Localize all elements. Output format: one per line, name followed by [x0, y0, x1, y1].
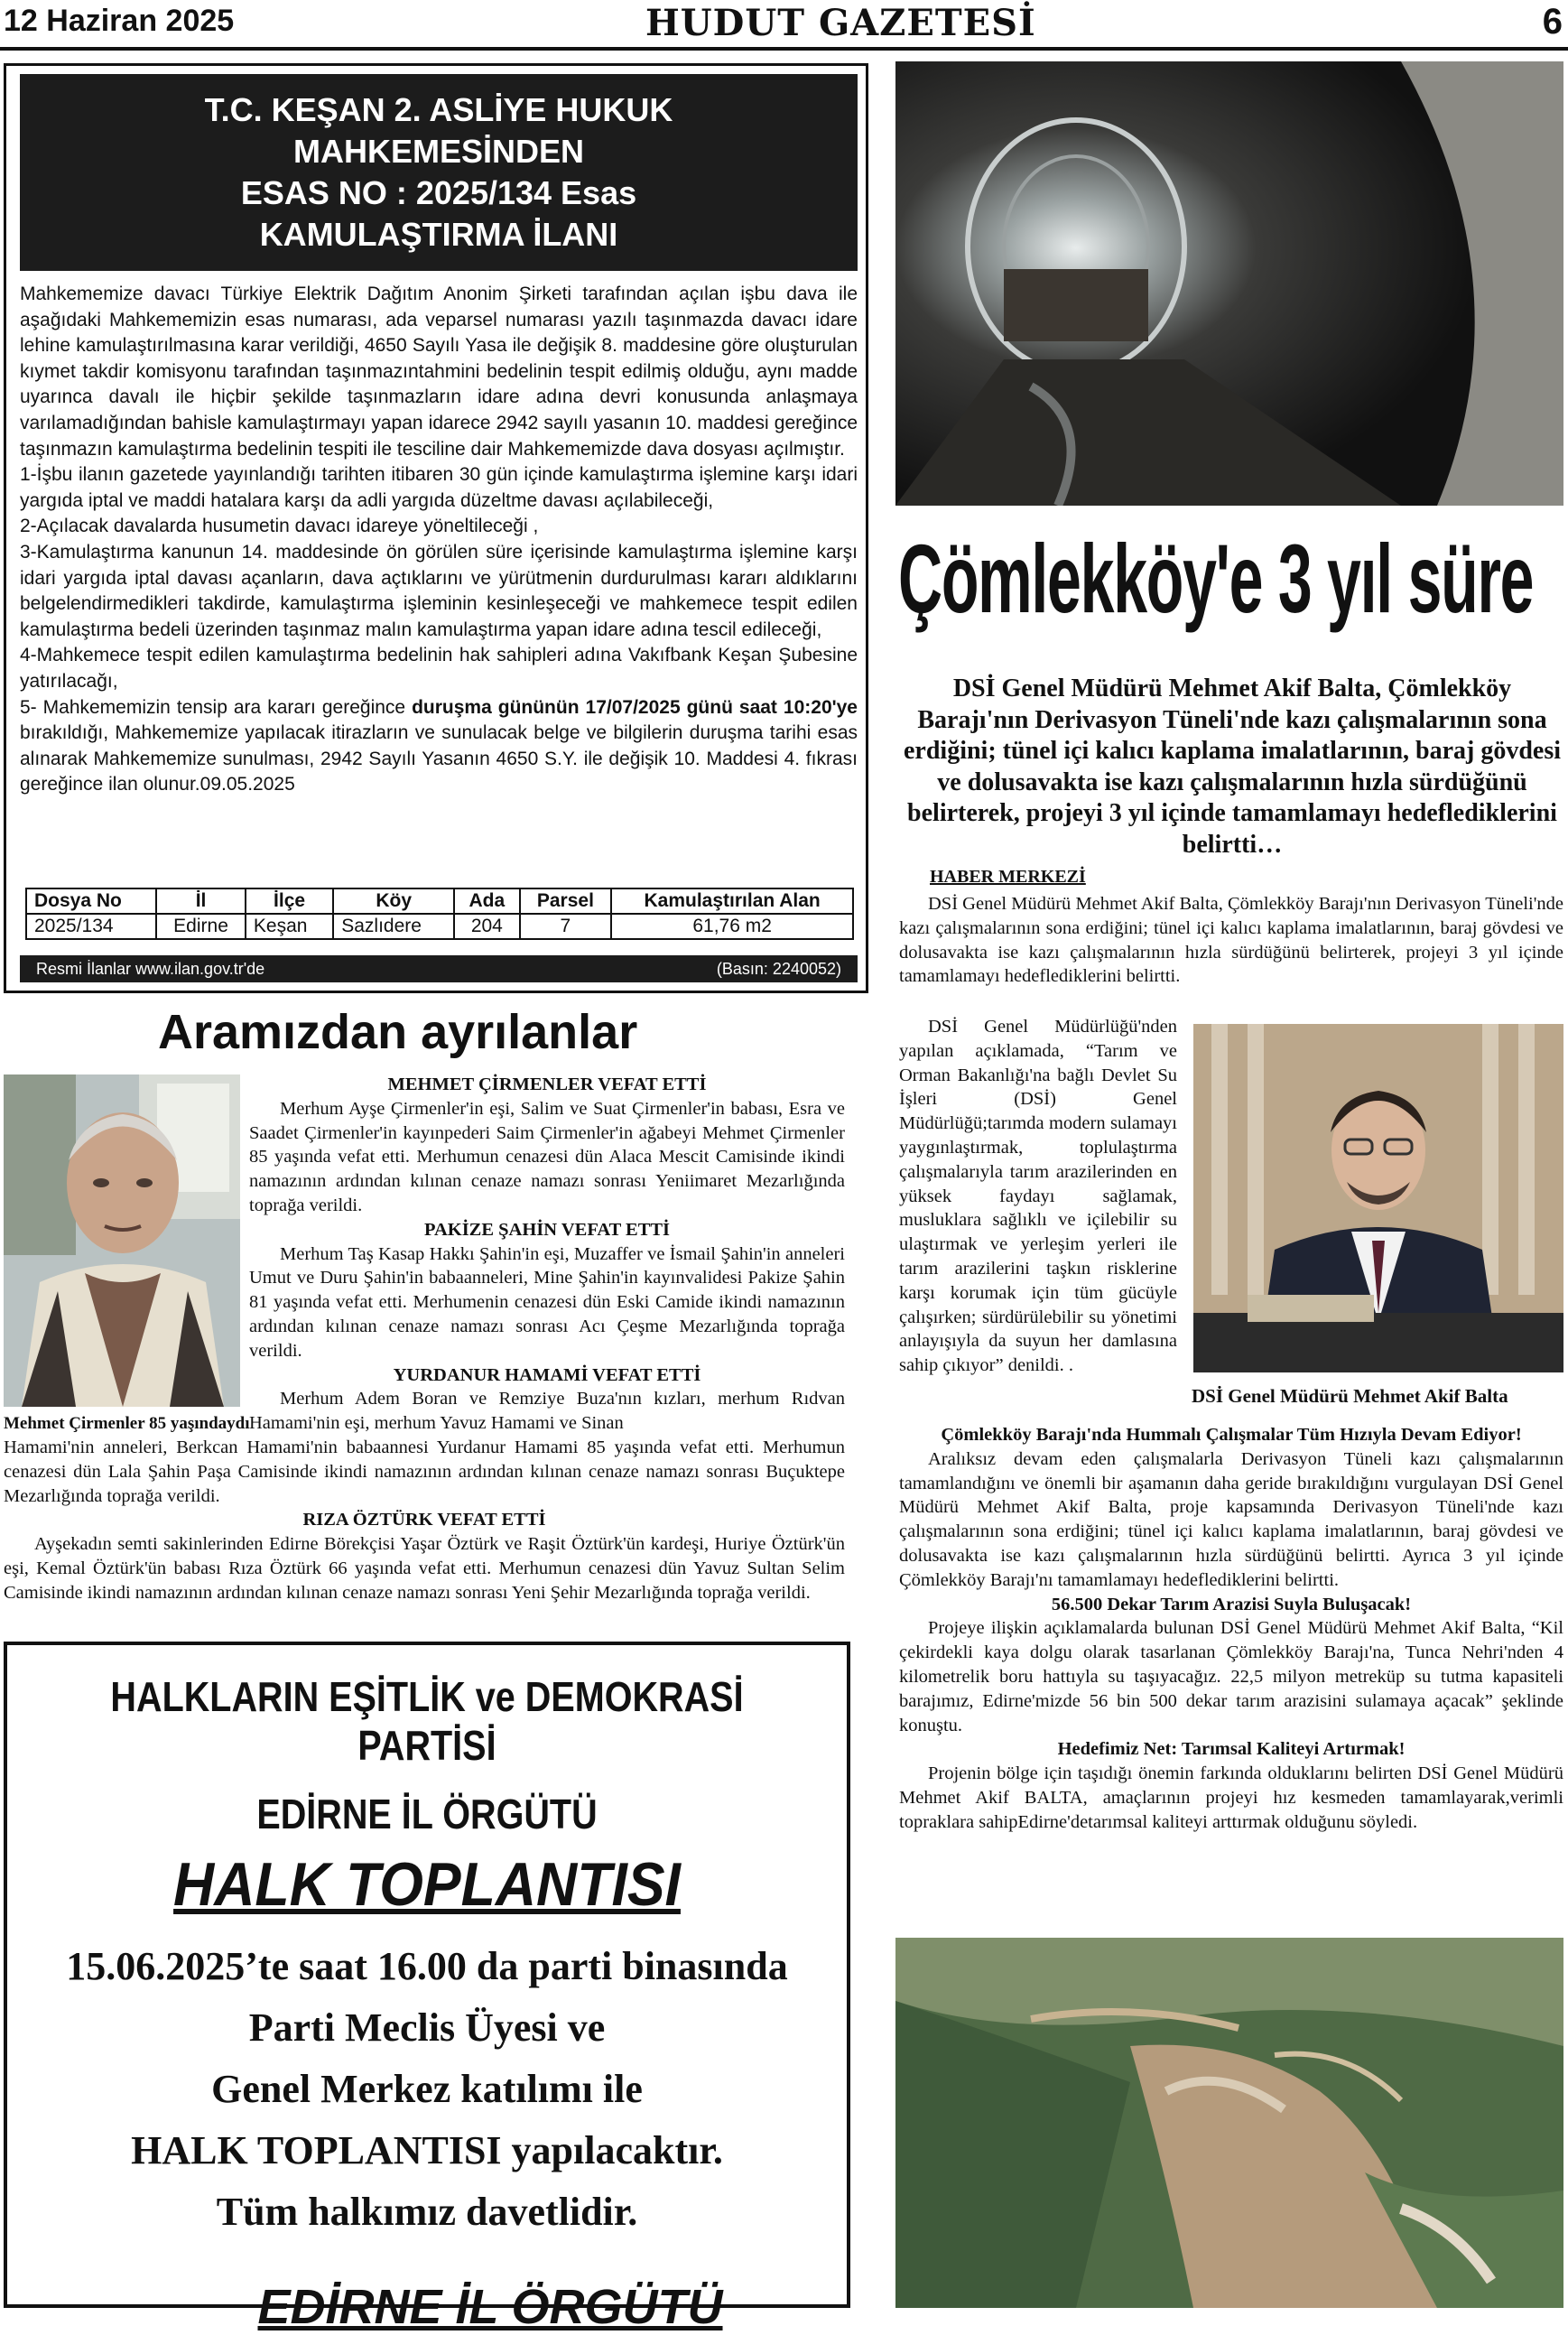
page-number: 6	[1542, 2, 1563, 42]
header-rule	[0, 47, 1568, 51]
portrait-photo	[1193, 1024, 1563, 1372]
article-paragraph: Projenin bölge için taşıdığı önemin farkında olduklarını belirten DSİ Genel Müdürü Mehmet Akif BALTA, amaçlarının projeyi hız kesmeden tamamlayarak,verimli topraklara sahipEdirne'detarımsal kaliteyi arttırmak olduğunu söyledi.	[899, 1763, 1563, 1832]
notice-paragraph: Mahkememize davacı Türkiye Elektrik Dağıtım Anonim Şirketi tarafından açılan işbu dava ile aşağıdaki Mahkememizin esas numarası, ada veparsel numarası yazılı taşınmazda davacı idare lehine kamulaştırılmasına karar verildiği, 4650 Sayılı Yasa ile değişik 8. maddesine göre oluşturulan kıymet takdir komisyonu tarafından taşınmazıntahmini bedelinin tespit edilmiş olduğu, aynı madde uyarınca davalı ile hiçbir şekilde taşınmazların idare adına devri konusunda anlaşmaya varılamadığından bahisle kamulaştırmayı yapan idarece 2942 sayılı yasanın 10. maddesi gereğince taşınmazın kamulaştırma bedelinin tespiti ile tesciline dair Mahkememizde dava dosyası açılmıştır.	[20, 284, 858, 460]
dam-aerial-photo	[895, 1938, 1563, 2308]
notice-source: Resmi İlanlar www.ilan.gov.tr'de	[36, 959, 265, 978]
column-header: Ada	[454, 888, 519, 914]
article-lead: DSİ Genel Müdürü Mehmet Akif Balta, Çömlekköy Barajı'nın Derivasyon Tüneli'nde kazı çalışmalarının sona erdiğini; tünel içi kalıcı kaplama imalatlarının, baraj gövdesi ve dolusavakta ise kazı çalışmalarının hızla sürdüğünü belirterek, projeyi 3 yıl içinde tamamlamayı hedeflediklerini belirtti…	[903, 674, 1562, 859]
obituary-heading: MEHMET ÇİRMENLER VEFAT ETTİ	[387, 1074, 707, 1094]
column-header: İl	[156, 888, 246, 914]
notice-paragraph: 4-Mahkemece tespit edilen kamulaştırma bedelinin hak sahipleri adına Vakıfbank Keşan Şubesine yatırılacağı,	[20, 645, 858, 692]
notice-paragraph: 1-İşbu ilanın gazetede yayınlandığı tarihten itibaren 30 gün içinde kamulaştırma işlemine karşı idari yargıda iptal ve maddi hatalara karşı da adli yargıda düzeltme davası açılabileceği,	[20, 464, 858, 511]
article-paragraph: Aralıksız devam eden çalışmalarla Derivasyon Tüneli kazı çalışmalarının tamamlandığını ve önemli bir aşamanın daha geride bırakıldığını vurgulayan DSİ Genel Müdürü Mehmet Akif Balta, proje kapsamında Derivasyon Tüneli'nde kazı çalışmalarının sona erdiğini; tünel içi kalıcı kaplama imalatlarının, baraj gövdesi ve dolusavakta ise kazı çalışmalarının hızla sürdüğünü belirtti. Ayrıca 3 yıl içinde Çömlekköy Barajı'nı tamamlamayı hedeflediklerini belirtti.	[899, 1448, 1563, 1590]
article-narrow-column	[899, 1015, 1177, 1378]
legal-notice-title	[20, 74, 858, 271]
portrait-caption: DSİ Genel Müdürü Mehmet Akif Balta	[1192, 1385, 1508, 1407]
notice-text: bırakıldığı, Mahkememize yapılacak itirazların ve sunulacak belge ve bilgilerin duruşma tarihi esas alınarak Mahkememize sunulması, 2942 Sayılı Yasanın 4650 S.Y. ile değişik 10. Maddesi 4. fıkrası gereğince ilan olunur.09.05.2025	[20, 722, 858, 795]
article-intro	[899, 892, 1563, 989]
obituary-column-wide	[4, 1436, 845, 1605]
party-meeting-ad	[4, 1642, 850, 2334]
obituary-text: Ayşekadın semti sakinlerinden Edirne Börekçisi Yaşar Öztürk ve Raşit Öztürk'ün kardeşi, Huriye Öztürk'ün eşi, Kemal Öztürk'ün babası Rıza Öztürk 66 yaşında vefat etti. Merhumun cenazesi dün Yavuz Sultan Selim Camisinde ikindi namazının ardından kılınan cenaze namazı sonrası Yeni Şehir Mezarlığında toprağa verildi.	[4, 1534, 845, 1603]
obituary-photo	[4, 1074, 240, 1407]
ad-body	[7, 1936, 847, 2243]
notice-title-line: ESAS NO : 2025/134 Esas	[240, 174, 637, 211]
table-cell: Edirne	[156, 914, 246, 939]
column-header: Köy	[333, 888, 454, 914]
table-row	[26, 914, 853, 939]
obituary-text: Merhum Ayşe Çirmenler'in eşi, Salim ve Suat Çirmenler'in babası, Esra ve Saadet Çirmenler'in kayınpederi Saim Çirmenler'in ağabeyi Mehmet Çirmenler 85 yaşında vefat etti. Merhumun cenazesi dün Alaca Mescit Camisinde ikindi namazının ardından kılınan cenaze namazı sonrası Yeniimaret Mezarlığında toprağa verildi.	[249, 1098, 845, 1215]
column-header: Parsel	[520, 888, 612, 914]
notice-paragraph: 2-Açılacak davalarda husumetin davacı idareye yöneltileceği ,	[20, 516, 539, 537]
notice-paragraph: 3-Kamulaştırma kanunun 14. maddesinde ön görülen süre içerisinde kamulaştırma işlemine karşı idari yargıda iptal davası açanların, dava açtıklarını ve yürütmenin durdurulması kararı aldıklarını belgelendirmedikleri takdirde, kamulaştırma işleminin kesinleşeceği ve mahkemece tespit edilen kamulaştırma bedeli üzerinden taşınmaz malın kamulaştırma yapan idare adına tescil edileceği,	[20, 541, 858, 640]
notice-title-line: T.C. KEŞAN 2. ASLİYE HUKUK	[204, 91, 673, 128]
obituary-heading: PAKİZE ŞAHİN VEFAT ETTİ	[423, 1219, 671, 1240]
table-cell: 2025/134	[26, 914, 156, 939]
legal-notice-footer	[20, 955, 858, 982]
table-cell: Keşan	[246, 914, 333, 939]
notice-title-line: MAHKEMESİNDEN	[292, 133, 584, 170]
article-byline: HABER MERKEZİ	[930, 867, 1086, 887]
notice-paragraph	[20, 695, 858, 798]
ad-headline: HALK TOPLANTISI	[173, 1850, 681, 1919]
tunnel-photo	[895, 61, 1563, 506]
ad-body-line: 15.06.2025’te saat 16.00 da parti binasında	[66, 1944, 788, 1988]
table-cell: Sazlıdere	[333, 914, 454, 939]
issue-date: 12 Haziran 2025	[4, 4, 235, 38]
hearing-date: duruşma gününün 17/07/2025 günü saat 10:20'ye	[412, 696, 858, 718]
article-subheading: Hedefimiz Net: Tarımsal Kaliteyi Artırmak!	[1057, 1739, 1406, 1760]
ad-organization: EDİRNE İL ÖRGÜTÜ	[256, 1791, 598, 1837]
obituaries-title: Aramızdan ayrılanlar	[158, 1005, 638, 1059]
ad-body-line: Tüm halkımız davetlidir.	[216, 2190, 638, 2234]
table-cell: 204	[454, 914, 519, 939]
notice-title-line: KAMULAŞTIRMA İLANI	[259, 216, 618, 253]
obituary-photo-caption: Mehmet Çirmenler 85 yaşındaydı	[4, 1414, 250, 1433]
ad-body-line: Genel Merkez katılımı ile	[211, 2067, 643, 2111]
obituary-heading: YURDANUR HAMAMİ VEFAT ETTİ	[393, 1364, 701, 1385]
obituary-text: Hamami'nin anneleri, Berkcan Hamami'nin babaannesi Yurdanur Hamami 85 yaşında vefat etti. Merhumun cenazesi dün Lala Şahin Paşa Camisinde ikindi namazının ardından kılınan cenaze namazı sonrası Buçuktepe Mezarlığında toprağa verildi.	[4, 1437, 845, 1506]
column-header: Kamulaştırılan Alan	[611, 888, 853, 914]
legal-notice-body	[20, 282, 858, 798]
ad-body-line: HALK TOPLANTISI yapılacaktır.	[131, 2128, 723, 2172]
ad-signature: EDİRNE İL ÖRGÜTÜ	[257, 2280, 723, 2334]
obituary-text: Merhum Taş Kasap Hakkı Şahin'in eşi, Muzaffer ve İsmail Şahin'in anneleri Umut ve Duru Şahin'in babaanneleri, Mine Şahin'in kayınvalidesi Pakize Şahin 81 yaşında vefat etti. Merhumenin cenazesi dün Eski Camide ikindi namazının ardından kılınan cenaze namazı sonrası Acı Çeşme Mezarlığında toprağa verildi.	[249, 1243, 845, 1361]
article-paragraph: DSİ Genel Müdürlüğü'nden yapılan açıklamada, “Tarım ve Orman Bakanlığı'na bağlı Devlet Su İşleri (DSİ) Genel Müdürlüğü;tarımda modern sulamayı yaygınlaştırmak, toplulaştırma çalışmalarıyla tarım arazilerinden en yüksek faydayı sağlamak, musluklara sağlıklı ve içilebilir su ulaştırmak ve yerleşim yerleri ile tarım arazilerini taşkın risklerine karşı korumak için tüm gücüyle çalışırken; sürdürülebilir su yönetimi anlayışıyla da suyun her damlasına sahip çıkıyor” denildi. .	[899, 1017, 1177, 1376]
ad-party-name: HALKLARIN EŞİTLİK ve DEMOKRASİ PARTİSİ	[110, 1673, 744, 1769]
notice-press-id: (Basın: 2240052)	[716, 959, 841, 978]
newspaper-name: HUDUT GAZETESİ	[645, 2, 1036, 44]
table-cell: 7	[520, 914, 612, 939]
obituary-heading: RIZA ÖZTÜRK VEFAT ETTİ	[302, 1510, 546, 1530]
article-paragraph: Projeye ilişkin açıklamalarda bulunan DSİ Genel Müdürü Mehmet Akif Balta, “Kil çekirdekli kaya dolgu olarak tasarlanan Çömlekköy Barajı'na, Tunca Nehri'nden 4 kilometrelik boru hattıyla su taşıyacağız. 22,5 milyon metreküp su tutma kapasiteli barajımız, Edirne'mizde 56 bin 500 dekar tarım arazisini sulamaya açacak” şeklinde konuştu.	[899, 1618, 1563, 1735]
ad-body-line: Parti Meclis Üyesi ve	[248, 2005, 606, 2050]
notice-text: 5- Mahkememizin tensip ara kararı gereğince	[20, 696, 413, 718]
column-header: Dosya No	[26, 888, 156, 914]
obituary-text: Merhum Adem Boran ve Remziye Buza'nın kızları, merhum Rıdvan Hamami'nin eşi, merhum Yavuz Hamami ve Sinan	[249, 1389, 845, 1434]
column-header: İlçe	[246, 888, 333, 914]
parcel-table	[25, 888, 854, 940]
table-header-row	[26, 888, 853, 914]
article-subheading: Çömlekköy Barajı'nda Hummalı Çalışmalar Tüm Hızıyla Devam Ediyor!	[941, 1425, 1522, 1445]
article-continued	[899, 1423, 1563, 1835]
article-paragraph: DSİ Genel Müdürü Mehmet Akif Balta, Çömlekköy Barajı'nın Derivasyon Tüneli'nde kazı çalışmalarının sona erdiğini; tünel içi kalıcı kaplama imalatlarının, baraj gövdesi ve dolusavakta ise kazı çalışmalarının hızla sürdüğünü belirterek, projeyi 3 yıl içinde tamamlamayı hedeflediklerini belirtti.	[899, 894, 1563, 987]
article-subheading: 56.500 Dekar Tarım Arazisi Suyla Buluşacak!	[1051, 1594, 1412, 1614]
article-headline: Çömlekköy'e 3 yıl süre	[898, 524, 1534, 633]
table-cell: 61,76 m2	[611, 914, 853, 939]
obituary-column-narrow	[249, 1073, 845, 1436]
